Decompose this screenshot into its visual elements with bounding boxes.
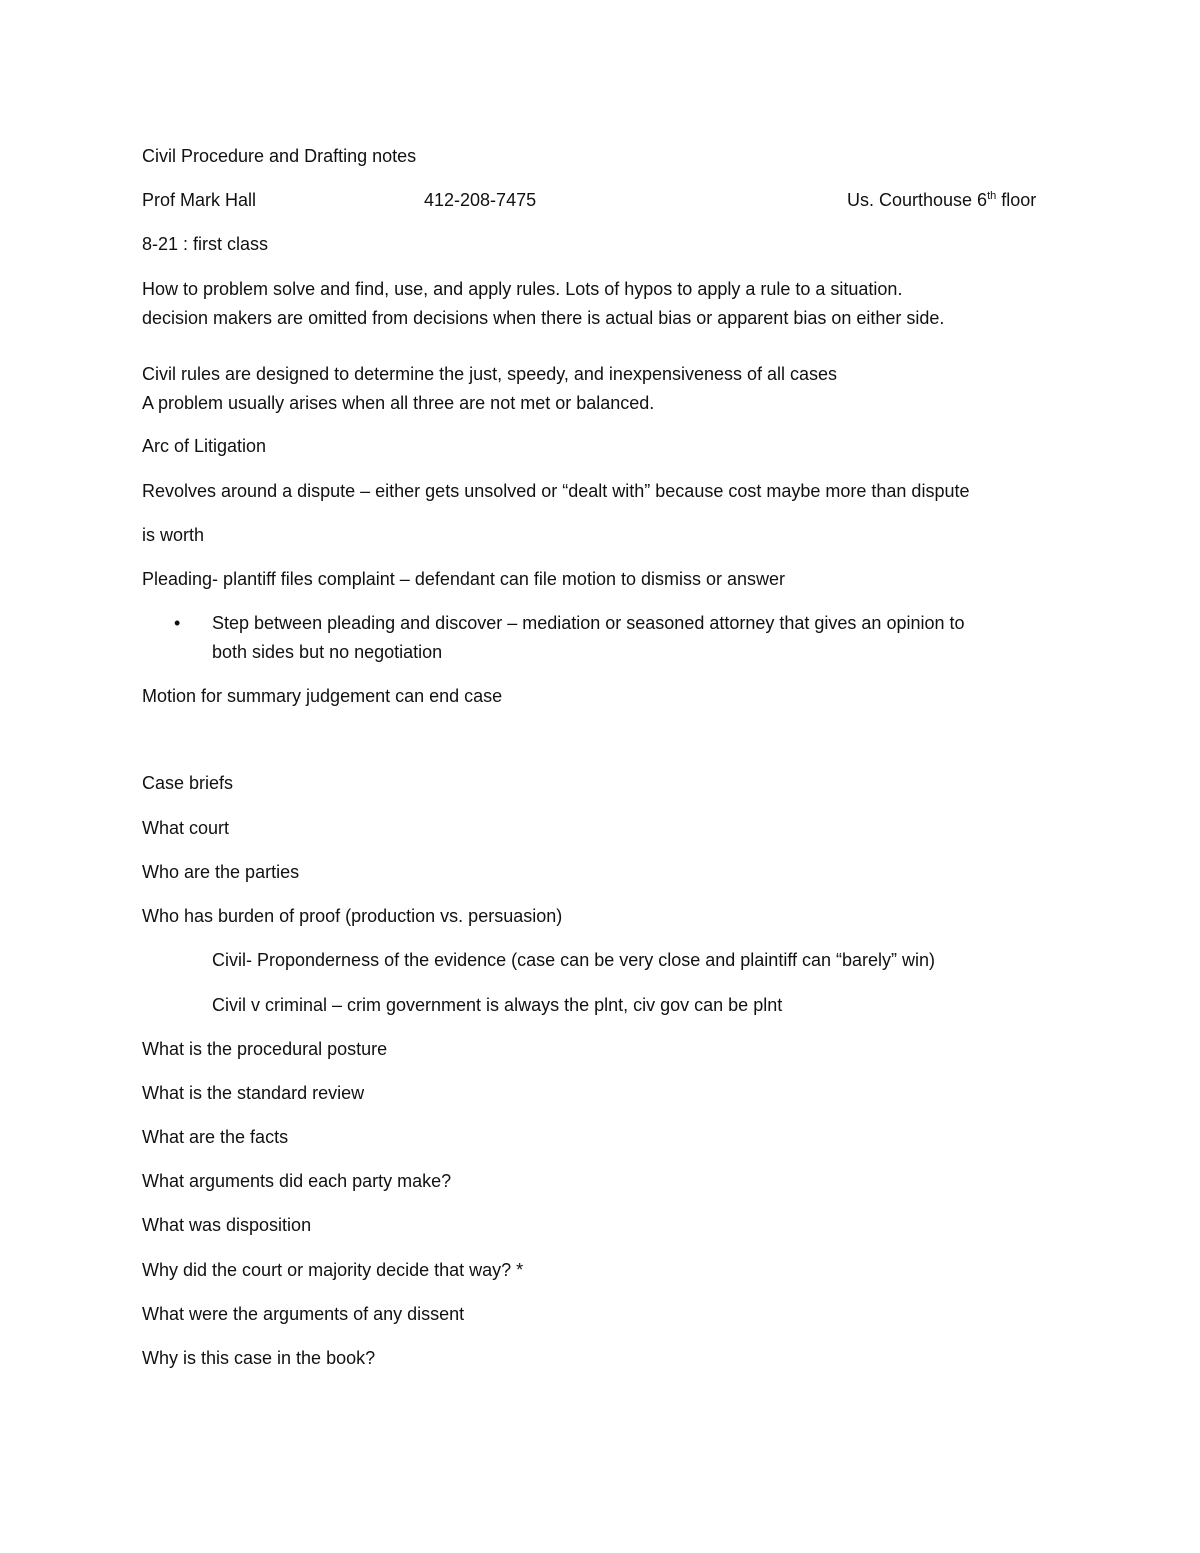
paragraph-line: Revolves around a dispute – either gets unsolved or “dealt with” because cost maybe more than dispute bbox=[142, 481, 970, 501]
document-title: Civil Procedure and Drafting notes bbox=[142, 146, 417, 166]
location-suffix: floor bbox=[996, 190, 1037, 210]
office-location bbox=[847, 188, 1036, 212]
list-item: What court bbox=[142, 818, 230, 838]
list-item: Why is this case in the book? bbox=[142, 1348, 376, 1368]
bullet-item-line: both sides but no negotiation bbox=[212, 642, 443, 662]
paragraph-line: decision makers are omitted from decisions when there is actual bias or apparent bias on either side. bbox=[142, 308, 945, 328]
list-item: What is the procedural posture bbox=[142, 1039, 388, 1059]
list-item: What are the facts bbox=[142, 1127, 289, 1147]
list-item: What was disposition bbox=[142, 1215, 312, 1235]
paragraph-line: Civil rules are designed to determine the just, speedy, and inexpensiveness of all cases bbox=[142, 364, 838, 384]
list-item: Why did the court or majority decide that way? * bbox=[142, 1260, 524, 1280]
sub-list-item: Civil v criminal – crim government is always the plnt, civ gov can be plnt bbox=[212, 995, 783, 1015]
location-text: Us. Courthouse 6 bbox=[847, 190, 988, 210]
list-item: Who are the parties bbox=[142, 862, 300, 882]
location-superscript: th bbox=[987, 190, 997, 202]
sub-list-item: Civil- Proponderness of the evidence (case can be very close and plaintiff can “barely” win) bbox=[212, 950, 936, 970]
list-item: What were the arguments of any dissent bbox=[142, 1304, 465, 1324]
section-heading: Arc of Litigation bbox=[142, 436, 267, 456]
bullet-icon: • bbox=[174, 613, 181, 633]
paragraph-line: A problem usually arises when all three are not met or balanced. bbox=[142, 393, 655, 413]
list-item: What is the standard review bbox=[142, 1083, 365, 1103]
date-line: 8-21 : first class bbox=[142, 234, 269, 254]
professor-phone: 412-208-7475 bbox=[424, 190, 537, 210]
paragraph-line: is worth bbox=[142, 525, 205, 545]
professor-name: Prof Mark Hall bbox=[142, 190, 257, 210]
paragraph-line: How to problem solve and find, use, and apply rules. Lots of hypos to apply a rule to a situation. bbox=[142, 279, 903, 299]
list-item: Who has burden of proof (production vs. persuasion) bbox=[142, 906, 563, 926]
paragraph-line: Pleading- plantiff files complaint – defendant can file motion to dismiss or answer bbox=[142, 569, 786, 589]
bullet-item-line: Step between pleading and discover – mediation or seasoned attorney that gives an opinion to bbox=[212, 613, 965, 633]
paragraph-line: Motion for summary judgement can end case bbox=[142, 686, 503, 706]
list-item: What arguments did each party make? bbox=[142, 1171, 452, 1191]
section-heading: Case briefs bbox=[142, 773, 234, 793]
